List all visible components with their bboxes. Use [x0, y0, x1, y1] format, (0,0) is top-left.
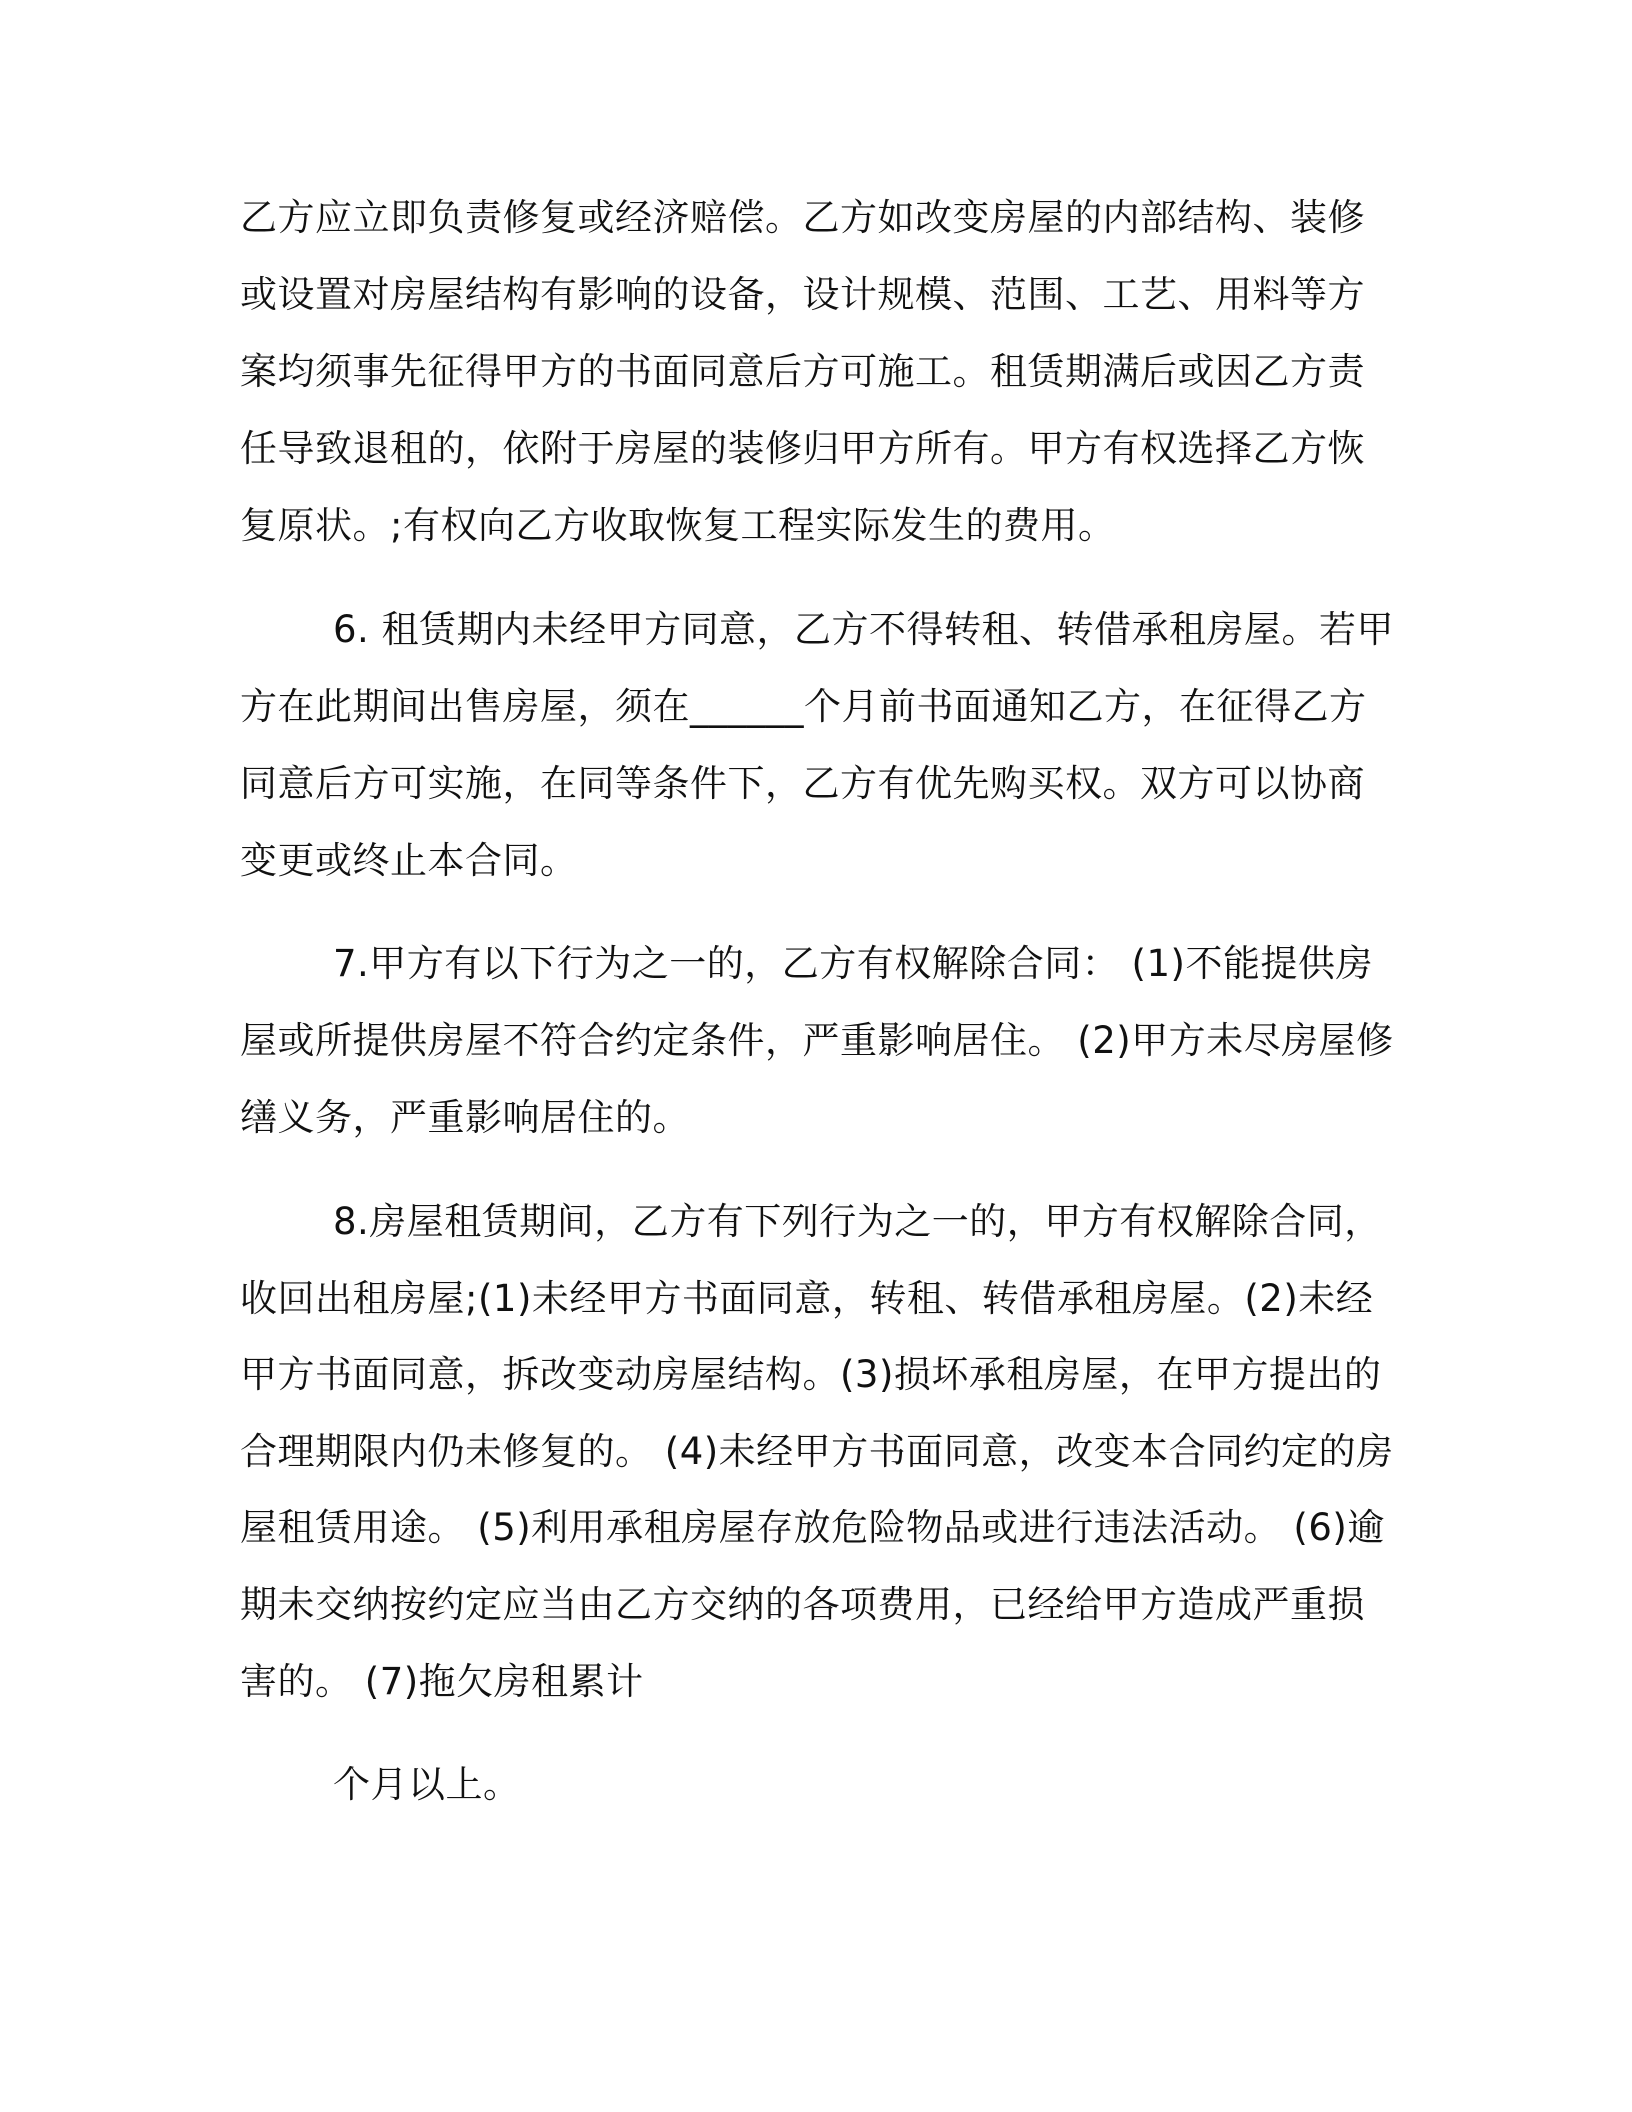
clause-6-line-4: 变更或终止本合同。 — [240, 839, 578, 882]
paragraph-5-line-1: 乙方应立即负责修复或经济赔偿。乙方如改变房屋的内部结构、装修 — [240, 196, 1365, 239]
paragraph-5-line-4: 任导致退租的，依附于房屋的装修归甲方所有。甲方有权选择乙方恢 — [240, 427, 1365, 470]
clause-8-line-1: 8.房屋租赁期间，乙方有下列行为之一的，甲方有权解除合同， — [333, 1200, 1382, 1243]
clause-7-line-2: 屋或所提供房屋不符合约定条件，严重影响居住。 (2)甲方未尽房屋修 — [240, 1019, 1394, 1062]
clause-8-line-4: 合理期限内仍未修复的。 (4)未经甲方书面同意，改变本合同约定的房 — [240, 1430, 1394, 1473]
clause-8-continuation: 个月以上。 — [333, 1763, 521, 1806]
clause-6-line-3: 同意后方可实施，在同等条件下，乙方有优先购买权。双方可以协商 — [240, 762, 1365, 805]
paragraph-5-line-5: 复原状。;有权向乙方收取恢复工程实际发生的费用。 — [240, 504, 1116, 547]
clause-8-line-5: 屋租赁用途。 (5)利用承租房屋存放危险物品或进行违法活动。 (6)逾 — [240, 1506, 1385, 1549]
clause-6-line-2: 方在此期间出售房屋，须在______个月前书面通知乙方，在征得乙方 — [240, 685, 1367, 728]
paragraph-5-line-2: 或设置对房屋结构有影响的设备，设计规模、范围、工艺、用料等方 — [240, 273, 1365, 316]
clause-8-line-3: 甲方书面同意，拆改变动房屋结构。(3)损坏承租房屋，在甲方提出的 — [240, 1353, 1382, 1396]
paragraph-5-line-3: 案均须事先征得甲方的书面同意后方可施工。租赁期满后或因乙方责 — [240, 350, 1365, 393]
clause-7-line-3: 缮义务，严重影响居住的。 — [240, 1096, 690, 1139]
clause-8-line-7: 害的。 (7)拖欠房租累计 — [240, 1660, 644, 1703]
clause-6-line-1: 6. 租赁期内未经甲方同意，乙方不得转租、转借承租房屋。若甲 — [333, 608, 1395, 651]
clause-8-line-2: 收回出租房屋;(1)未经甲方书面同意，转租、转借承租房屋。(2)未经 — [240, 1277, 1374, 1320]
clause-8-line-6: 期未交纳按约定应当由乙方交纳的各项费用，已经给甲方造成严重损 — [240, 1583, 1365, 1626]
clause-7-line-1: 7.甲方有以下行为之一的，乙方有权解除合同： (1)不能提供房 — [333, 942, 1373, 985]
